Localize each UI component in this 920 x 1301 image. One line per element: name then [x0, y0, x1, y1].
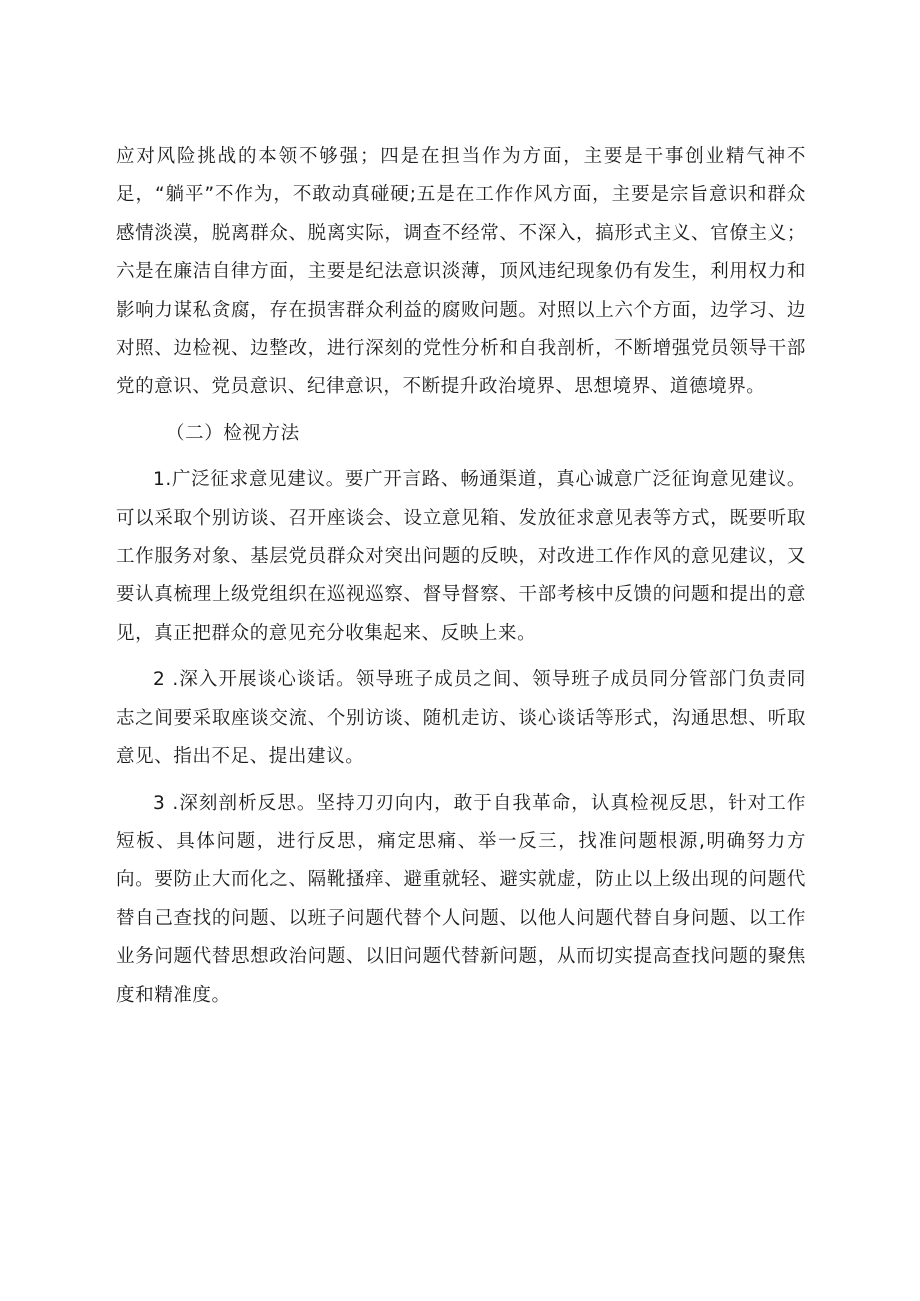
method-item-2: 2 .深入开展谈心谈话。领导班子成员之间、领导班子成员同分管部门负责同志之间要采取座谈交流、个别访谈、随机走访、谈心谈话等形式，沟通思想、听取意见、指出不足、提出建议。	[116, 669, 806, 768]
method-item-3: 3 .深刻剖析反思。坚持刀刃向内，敢于自我革命，认真检视反思，针对工作短板、具体问题，进行反思，痛定思痛、举一反三，找准问题根源,明确努力方向。要防止大而化之、隔靴搔痒、避重就轻、避实就虚，防止以上级出现的问题代替自己查找的问题、以班子问题代替个人问题、以他人问题代替自身问题、以工作业务问题代替思想政治问题、以旧问题代替新问题，从而切实提高查找问题的聚焦度和精准度。	[116, 792, 806, 1006]
section-heading: （二）检视方法	[166, 422, 300, 444]
method-item-1: 1.广泛征求意见建议。要广开言路、畅通渠道，真心诚意广泛征询意见建议。可以采取个别访谈、召开座谈会、设立意见箱、发放征求意见表等方式，既要听取工作服务对象、基层党员群众对突出问题的反映，对改进工作作风的意见建议，又要认真梳理上级党组织在巡视巡察、督导督察、干部考核中反馈的问题和提出的意见，真正把群众的意见充分收集起来、反映上来。	[116, 469, 806, 644]
continuation-paragraph: 应对风险挑战的本领不够强；四是在担当作为方面，主要是干事创业精气神不足，“躺平”不作为，不敢动真碰硬;五是在工作作风方面，主要是宗旨意识和群众感情淡漠，脱离群众、脱离实际，调查不经常、不深入，搞形式主义、官僚主义；六是在廉洁自律方面，主要是纪法意识淡薄，顶风违纪现象仍有发生，利用权力和影响力谋私贪腐，存在损害群众利益的腐败问题。对照以上六个方面，边学习、边对照、边检视、边整改，进行深刻的党性分析和自我剖析，不断增强党员领导干部党的意识、党员意识、纪律意识，不断提升政治境界、思想境界、道德境界。	[116, 146, 806, 398]
document-page	[116, 138, 806, 1015]
